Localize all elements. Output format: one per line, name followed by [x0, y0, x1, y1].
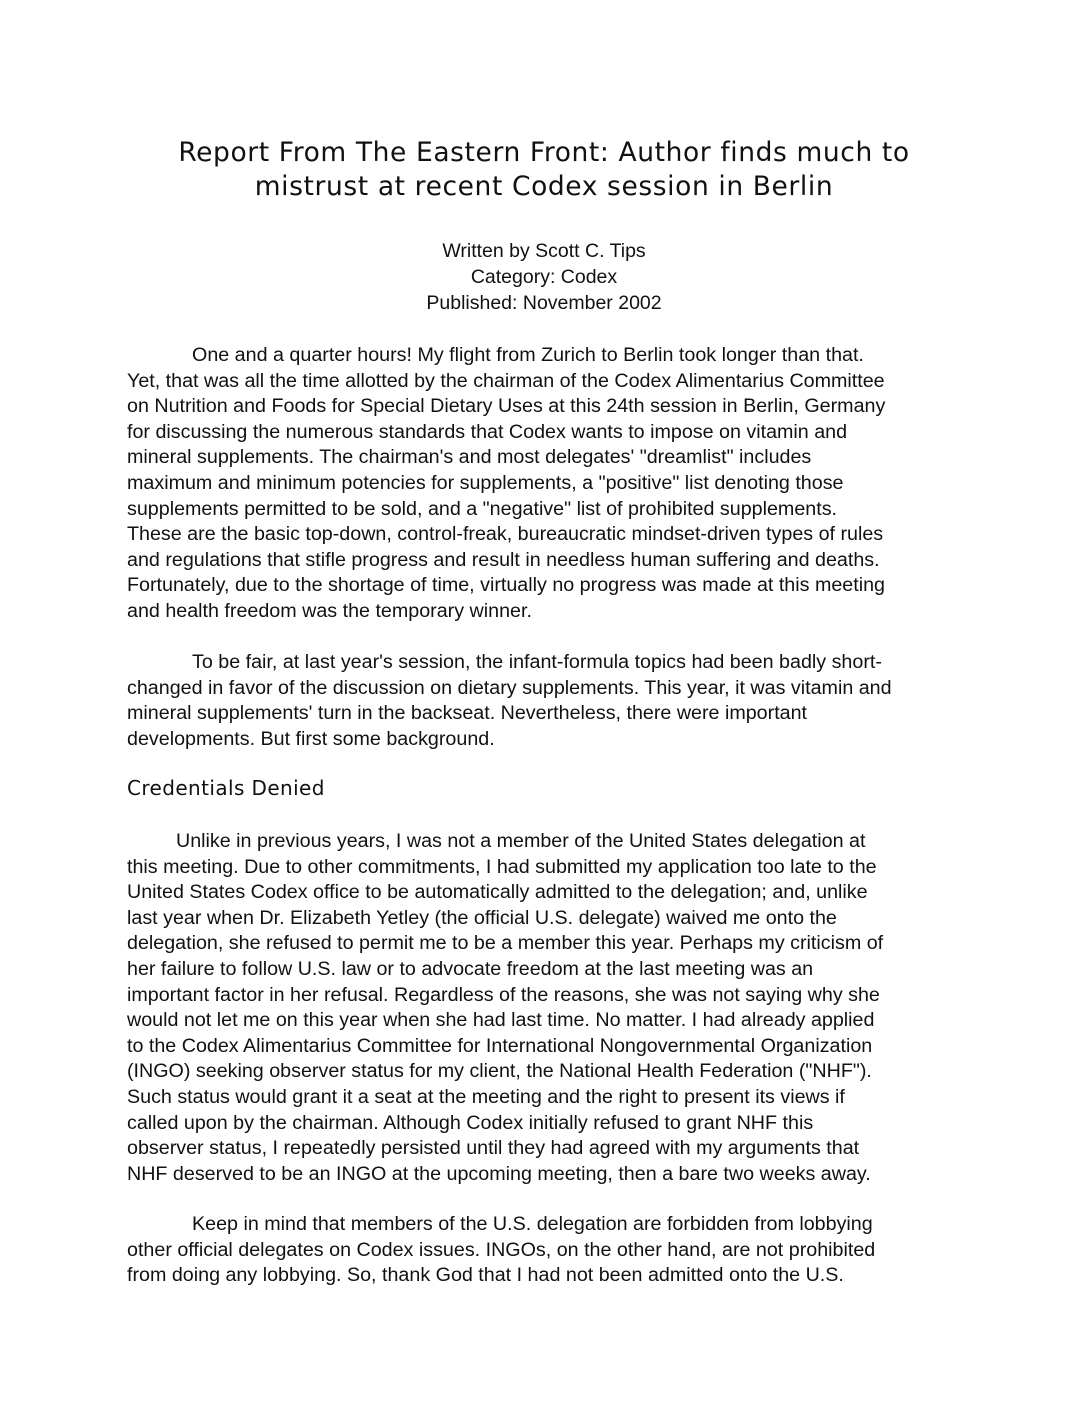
- text-line: this meeting. Due to other commitments, I had submitted my application too late to the: [127, 855, 877, 878]
- text-line: mineral supplements. The chairman's and most delegates' "dreamlist" includes: [127, 446, 812, 469]
- text-line: mineral supplements' turn in the backseat. Nevertheless, there were important: [127, 702, 808, 725]
- article-title: [80, 136, 1008, 204]
- text-line: other official delegates on Codex issues. INGOs, on the other hand, are not prohibited: [127, 1238, 876, 1261]
- text-line: changed in favor of the discussion on dietary supplements. This year, it was vitamin and: [127, 676, 892, 699]
- text-line: to the Codex Alimentarius Committee for International Nongovernmental Organization: [127, 1034, 873, 1057]
- text-line: To be fair, at last year's session, the infant-formula topics had been badly short-: [192, 651, 882, 673]
- title-line: mistrust at recent Codex session in Berlin: [254, 171, 834, 202]
- text-line: observer status, I repeatedly persisted until they had agreed with my arguments that: [127, 1137, 860, 1160]
- text-line: Unlike in previous years, I was not a member of the United States delegation at: [176, 830, 866, 852]
- text-line: (INGO) seeking observer status for my client, the National Health Federation ("NHF").: [127, 1060, 872, 1083]
- text-line: supplements permitted to be sold, and a "negative" list of prohibited supplements.: [127, 497, 838, 520]
- text-line: important factor in her refusal. Regardless of the reasons, she was not saying why she: [127, 983, 880, 1006]
- text-line: One and a quarter hours! My flight from Zurich to Berlin took longer than that.: [192, 344, 864, 366]
- paragraph-3: [127, 829, 883, 1187]
- text-line: Yet, that was all the time allotted by the chairman of the Codex Alimentarius Committee: [127, 369, 885, 392]
- text-line: her failure to follow U.S. law or to advocate freedom at the last meeting was an: [127, 957, 814, 980]
- title-line: Report From The Eastern Front: Author finds much to: [178, 137, 910, 168]
- category-line: Category: Codex: [470, 266, 618, 288]
- text-line: delegation, she refused to permit me to be a member this year. Perhaps my criticism of: [127, 932, 884, 955]
- article-meta: [240, 238, 848, 316]
- paragraph-4: [127, 1212, 875, 1289]
- text-line: developments. But first some background.: [127, 727, 495, 750]
- text-line: maximum and minimum potencies for supplements, a "positive" list denoting those: [127, 471, 844, 494]
- text-line: and regulations that stifle progress and result in needless human suffering and deaths.: [127, 548, 880, 571]
- text-line: last year when Dr. Elizabeth Yetley (the official U.S. delegate) waived me onto the: [127, 906, 837, 929]
- text-line: called upon by the chairman. Although Codex initially refused to grant NHF this: [127, 1111, 814, 1134]
- text-line: These are the basic top-down, control-freak, bureaucratic mindset-driven types of rules: [127, 523, 884, 546]
- text-line: Such status would grant it a seat at the meeting and the right to present its views if: [127, 1085, 845, 1108]
- text-line: would not let me on this year when she had last time. No matter. I had already applied: [127, 1009, 875, 1032]
- section-heading: Credentials Denied: [127, 776, 325, 800]
- text-line: Keep in mind that members of the U.S. delegation are forbidden from lobbying: [192, 1213, 873, 1235]
- text-line: NHF deserved to be an INGO at the upcoming meeting, then a bare two weeks away.: [127, 1162, 871, 1185]
- text-line: Fortunately, due to the shortage of time, virtually no progress was made at this meeting: [127, 574, 885, 597]
- author-line: Written by Scott C. Tips: [442, 240, 646, 262]
- text-line: and health freedom was the temporary winner.: [127, 599, 532, 622]
- text-line: United States Codex office to be automatically admitted to the delegation; and, unlike: [127, 881, 868, 904]
- text-line: for discussing the numerous standards that Codex wants to impose on vitamin and: [127, 420, 848, 443]
- published-line: Published: November 2002: [426, 292, 662, 314]
- paragraph-1: [127, 343, 885, 625]
- paragraph-2: [127, 650, 892, 752]
- text-line: on Nutrition and Foods for Special Dietary Uses at this 24th session in Berlin, Germany: [127, 395, 886, 418]
- text-line: from doing any lobbying. So, thank God that I had not been admitted onto the U.S.: [127, 1264, 844, 1287]
